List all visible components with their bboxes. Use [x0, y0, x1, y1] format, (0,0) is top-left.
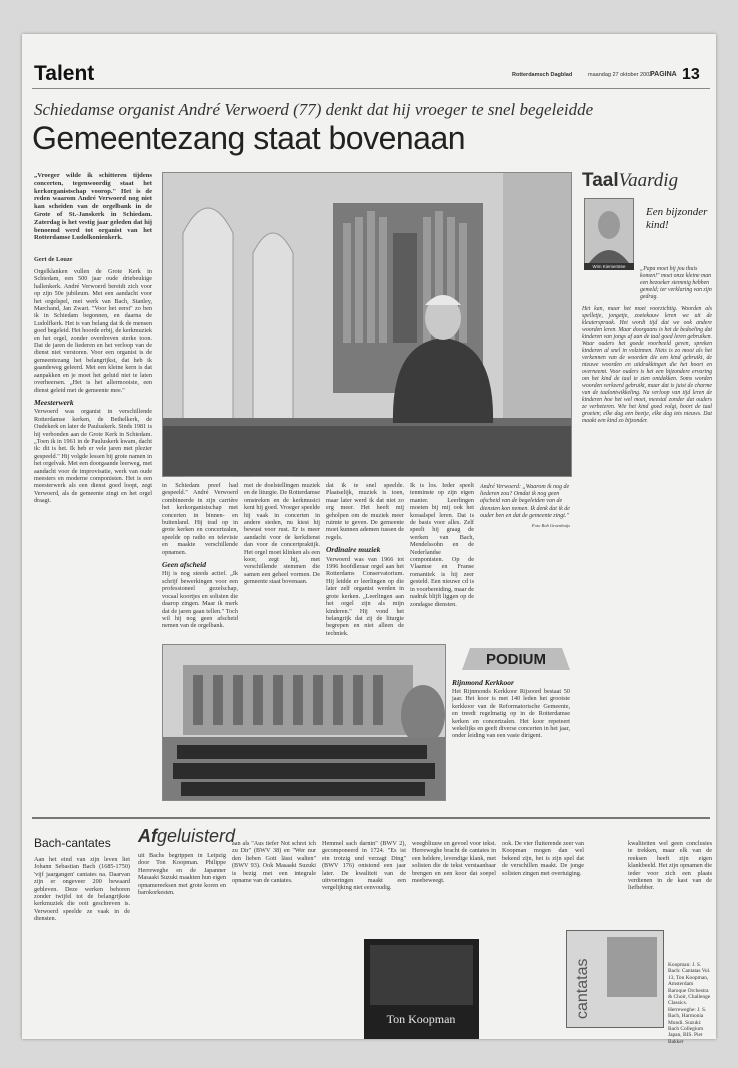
afgeluisterd-col-2: aan als "Aus tiefer Not schrei ich zu Dir" (BWV 38) en "Wer nur den lieben Gott lässt walten" (BWV 93). Ook Masaaki Suzuki is bezig met een integrale opname van de cantates. [232, 840, 316, 885]
taalvaardig-logo-bold: Taal [582, 170, 619, 191]
bach-heading: Bach-cantates [34, 836, 111, 850]
afgeluisterd-col-5: ook. De vier fluiterende zeer van Koopman mogen dan wel bekend zijn, het is zijn spel dat de verschillen maakt. De jonge solisten zingen met overtuiging. [502, 840, 584, 877]
taalvaardig-body: Het kan, maar het moet voorzichtig. Woorden als spelletje, jongetje, zoetekauw leren we uit de kleuterspraak. Het wordt tijd dat we ook andere woorden leren. Maar doorgaans is het de bedoeling dat kinderen van jongs af aan de taal goed leren gebruiken. Waar ouders het goede voorbeeld geven, spreken kinderen al snel in volzinnen. Niets is zo mooi als het verkennen van de woorden die een kind gebruikt, de nieuwe woorden en uitdrukkingen die het hoort en overneemt. Voor ouders is het een bijzondere ervaring om het kind de taal te zien ontdekken. Soms worden woorden verkeerd gebruikt, maar dat is juist de charme van de taalontwikkeling. Na verloop van tijd leren de kinderen hoe het wel moet, meestal zonder dat ouders ze verbeteren. Wie het kind goed volgt, hoort de taal groeien; elke dag een beetje, elke dag iets nieuws. Dat maakt een kind zo bijzonder. [582, 306, 712, 424]
article-body-column-5: Ik is los. Ieder speelt tenminste op zijn eigen manier. Leerlingen moeten bij mij ook het koraalspel leren. Dat is de basis voor alles. Zelf speelt hij graag de werken van Bach, Mendelssohn en de Nederlandse componisten. Op de Vlaamse en Franse romantiek is hij zeer gesteld. Een nieuwe cd is in voorbereiding, maar de nadruk blijft liggen op de zondagse diensten. [410, 482, 474, 608]
photo-caption [480, 484, 570, 529]
newspaper-page [22, 34, 716, 1045]
organist-photo [162, 172, 572, 477]
podium-title: Rijnmond Kerkkoor [452, 678, 514, 687]
afgeluisterd-logo [138, 826, 235, 847]
page-label: PAGINA [650, 71, 677, 78]
cd-cover-cantatas-image [567, 931, 663, 1027]
article-kicker: Schiedamse organist André Verwoerd (77) denkt dat hij vroeger te snel begeleidde [34, 100, 594, 119]
taalvaardig-title: Een bijzonder kind! [646, 206, 708, 231]
taalvaardig-intro: „Papa moet bij jou thuis komen!" moet onze kleine man een bezoeker stemmig hebben gemeld; ter verklaring van zijn gedrag. [640, 266, 712, 300]
afgeluisterd-logo-rest: geluisterd [157, 826, 236, 846]
edition-date: maandag 27 oktober 2003 [588, 72, 653, 78]
article-body-column-4 [326, 482, 404, 637]
cd-cover-cantatas [566, 930, 664, 1028]
taalvaardig-logo [582, 170, 678, 192]
bottom-section-rule [32, 817, 710, 819]
podium-logo-mark [462, 644, 570, 674]
afgeluisterd-col-3: Hemmel sach darnin" (BWV 2), gecomponeerd in 1724. "Es ist ein trotzig und verzagt Ding" (BWV 176) ontstond een jaar later. De kwaliteit van de uitvoeringen maakt een vergelijking niet eenvoudig. [322, 840, 406, 892]
photo-credit: Foto Rob Groenhuijs [531, 523, 570, 529]
article-body-column-1 [34, 268, 152, 628]
page-number: 13 [682, 66, 700, 83]
columnist-portrait [584, 198, 634, 264]
newspaper-name: Rotterdamsch Dagblad [512, 72, 573, 78]
subhead-ordinaire-muziek: Ordinaire muziek [326, 545, 381, 555]
podium-text: Het Rijnmonds Kerkkoor Rijsoord bestaat 50 jaar. Het koor is met 140 leden het grootste kerkkoor van de Reformatorische Gemeente, en treedt regelmatig op in de Rotterdamse kerken en concertzalen. Het koor repeteert wekelijks en geeft diverse concerten in het jaar, onder leiding van een vaste dirigent. [452, 688, 570, 740]
section-name: Talent [34, 62, 95, 85]
cd-cover-koopman [364, 939, 479, 1039]
afgeluisterd-col-1: uit Bachs begrippen in Leipzig door Ton Koopman. Philippe Herreweghe en de Japanner Masaaki Suzuki maakten hun eigen opnamereeksen met grote koren en barokorkesten. [138, 852, 226, 897]
article-body-column-2 [162, 482, 238, 632]
article-col4-b: Verwoerd was van 1966 tot 1996 hoofdleraar orgel aan het Rotterdams Conservatorium. Hij leidde er leerlingen op die later zelf organist werden in grote kerken. „Leerlingen aan het orgel zijn als mijn kinderen." Hij vond het belangrijk dat zij de liturgie begrepen en niet alleen de techniek. [326, 555, 404, 637]
bach-text: Aan het eind van zijn leven liet Johann Sebastian Bach (1685-1750) 'vijf jaargangen' cantates na. Daarvan zijn er ongeveer 200 bewaard gebleven. Deze werken behoren zonder twijfel tot de belangrijkste kerkmuziek die ooit geschreven is. Verwoerd speelde ze vaak in de diensten. [34, 856, 130, 923]
afgeluisterd-logo-bold: Af [138, 826, 157, 846]
portrait-image [585, 199, 633, 263]
header-rule [32, 88, 710, 89]
choir-photo [162, 644, 446, 801]
article-intro: „Vroeger wilde ik schitteren tijdens concerten, tegenwoordig staat het kerkorganistschap voorop." Het is de reden waarom André Verwoerd nog niet kan scheiden van de orgelbank in de Grote of St.-Janskerk in Schiedam. Zaterdag is het vestig jaar geleden dat hij benoemd werd tot organist van het Rotterdamse Ludolkonienkerk. [34, 172, 152, 242]
article-headline: Gemeentezang staat bovenaan [32, 120, 466, 156]
taalvaardig-logo-italic: Vaardig [618, 170, 679, 191]
church-organ-image [163, 173, 571, 476]
afgeluisterd-col-4: weegbliuuw en gevoel voor tekst. Herreweghe bracht de cantates in een heldere, levendige klank, met solisten die de tekst verstaanbaar brengen en een koor dat soepel meebeweegt. [412, 840, 496, 885]
article-col2-bottom: Hij is nog steeds actief. „Ik schrijf bewerkingen voor een professioneel gezelschap, vocaal koortjes en solisten die daarop zingen. Maar ik merk dat de jaren gaan tellen." Toch wil hij nog geen afscheid nemen van de orgelbank. [162, 570, 238, 630]
afgeluisterd-col-6: kwaliteiten wel geen conclusies te trekken, maar elk van de reeksen heeft zijn eigen klankbeeld. Het zijn opnamen die ieder voor zich een plaats verdienen in de kast van de liefhebber. [628, 840, 712, 892]
choir-building-image [163, 645, 445, 800]
podium-logo-text: PODIUM [486, 651, 546, 668]
cd-credits: Koopman: J. S. Bach: Cantatas Vol. 13, Ton Koopman, Amsterdam Baroque Orchestra & Choir, Challenge Classics. Herreweghe: J. S. Bach, Harmonia Mundi. Suzuki: Bach Collegium Japan, BIS. Piet Bakker [668, 962, 711, 1045]
article-body-b: Verwoerd was organist in verschillende Rotterdamse kerken, de Bethelkerk, de Oudekerk en later de Pauluskerk. Sinds 1981 is hij verbonden aan de Grote Kerk in Schiedam. „Toen ik in 1961 in de Pauluskerk kwam, dacht ik: dit is het. Ik heb er vele jaren met plezier gespeeld." Hij volgde lessen bij grote namen in het orgelvak. Met een doorgaande leerweg, met aandacht voor de improvisatie, werk van oude meesters en moderne componisten. Het is een meesterwerk als een dienst goed loopt, zegt Verwoerd, als de gemeente zingt en het orgel draagt. [34, 408, 152, 505]
article-col2-top: in Schiedam preef had gespeeld." André Verwoerd combineerde in zijn carrière het kerkorganistschap met concerten in binnen- en buitenland. Hij trad op in grote kerken en concertzalen, speelde op radio en televisie en maakte verschillende opnamen. [162, 482, 238, 556]
article-col4: dat ik te snel speelde. Plaatselijk, muziek is toen, maar later werd ik dat niet zo erg meer. Het heeft mij geholpen om de muziek meer ruimte te geven. De gemeente moet kunnen ademen tussen de regels. [326, 482, 404, 541]
podium-logo [462, 644, 570, 674]
cd2-label: cantatas [574, 958, 591, 1019]
photo-caption-text: André Verwoerd: „Waarom ik nog de liederen zou? Omdat ik nog geen afscheid van de begeleiden van de diensten kon nemen. Ik denk dat ik de ouder ben en dat de gemeente zingt." [480, 484, 570, 519]
article-body-a: Orgelklanken vullen de Grote Kerk in Schiedam, een 500 jaar oude driebeukige hallenkerk. André Verwoerd bereidt zich voor op zijn 50e jubileum. Met een aandacht voor het orgelspel, met werk van Bach, Stanley, Marchand, Jan Zwart. "Voor het eerst" zo ben ik in Schiedam begonnen, en daarna de Ludolfkerk. Het is van belang dat ik de mensen goed begeleid. Het hoorde erbij, de kerkmuziek en het orgel, zonder overdreven sterke toon. Dat de jaren de liederen en het verloop van de dienst niet verstoren. Voor een organist is de gemeentezang het belangrijkst, dat heb ik gaandeweg geleerd. Met een kleine kern is dat aanpakken en je moet het geluid niet te laten overheersen. „Het is het allermooiste, een dienst geleid met de gemeente mee." [34, 268, 152, 394]
cd-cover-koopman-image [364, 939, 479, 1039]
article-byline: Gert de Louze [34, 256, 73, 263]
portrait-label: Wim Kiemerstee [584, 263, 634, 270]
cd1-label: Ton Koopman [386, 1012, 456, 1026]
subhead-meesterwerk: Meesterwerk [34, 397, 74, 407]
article-body-column-3: met de doelstellingen muziek en de liturgie. De Rotterdamse omstreken en de kerkmusici kent hij goed. Vroeger speelde hij vaak in concerten in andere steden, nu kiest hij bewust voor rust. Er is meer aandacht voor de kerkdienst dan voor de concertpraktijk. Het orgel moet klinken als een koor, zegt hij, met verschillende stemmen die samen een geheel vormen. De gemeente staat bovenaan. [244, 482, 320, 586]
subhead-geen-afscheid: Geen afscheid [162, 560, 206, 570]
